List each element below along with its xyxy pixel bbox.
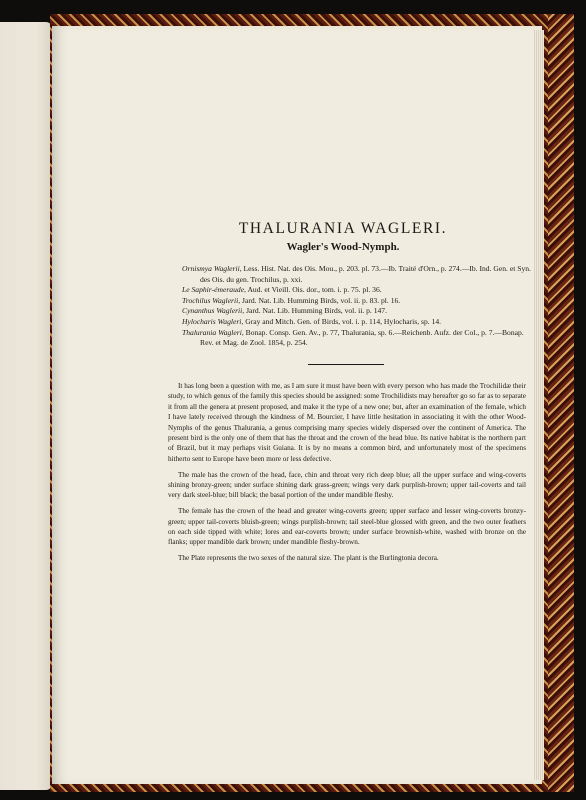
paragraph-female: The female has the crown of the head and greater wing-coverts green; upper surface and lesser wing-coverts bronzy-green; upper tail-coverts bluish-green; wings purplish-brown; tail steel-blue glossed with green, and the two outer feathers on each side tipped with white; lores and ear-coverts brown; under surface brownish-white, washed with bronze on the flanks; upper mandible dark brown; under mandible fleshy-brown. bbox=[168, 507, 526, 547]
species-title: THALURANIA WAGLERI. bbox=[238, 220, 448, 237]
description-text bbox=[168, 381, 526, 569]
common-name: Wagler's Wood-Nymph. bbox=[286, 241, 400, 253]
synonym-entry: Le Saphir-émeraude, Aud. et Vieill. Ois. dor., tom. i. p. 75. pl. 36. bbox=[182, 285, 382, 295]
synonym-entry: Ornismya Waglerii, Less. Hist. Nat. des Ois. Mou., p. 203. pl. 73.—Ib. Traité d'Orn., p. 274.—Ib. Ind. Gen. et Syn. des Ois. du gen. Trochilus, p. xxi. bbox=[182, 264, 531, 284]
synonym-entry: Cynanthus Waglerii, Jard. Nat. Lib. Humming Birds, vol. ii. p. 147. bbox=[182, 306, 387, 316]
paragraph-plate: The Plate represents the two sexes of the natural size. The plant is the Burlingtonia decora. bbox=[178, 554, 439, 563]
section-divider bbox=[308, 364, 384, 365]
paragraph-male: The male has the crown of the head, face, chin and throat very rich deep blue; all the upper surface and wing-coverts shining bronzy-green; under surface shining dark grass-green; wings very dark purplish-brown; upper tail-coverts and tail very dark steel-blue; bill black; the basal portion of the under mandible fleshy. bbox=[168, 470, 526, 500]
facing-page bbox=[0, 22, 52, 790]
synonym-entry: Trochilus Waglerii, Jard. Nat. Lib. Humming Birds, vol. ii. p. 83. pl. 16. bbox=[182, 295, 401, 305]
book-page bbox=[52, 26, 542, 784]
binding-edge bbox=[548, 14, 574, 792]
page-edges bbox=[534, 30, 544, 780]
synonym-entry: Hylocharis Wagleri, Gray and Mitch. Gen. of Birds, vol. i. p. 114, Hylocharis, sp. 14. bbox=[182, 316, 442, 326]
paragraph-history: It has long been a question with me, as I am sure it must have been with every person who has made the Trochilidæ their study, to which genus of the family this species should be assigned: some Trochilidists may hereafter go so far as to separate it from all the genera at present proposed, and make it the type of a new one; but, after an examination of the female, which I have lately received through the kindness of M. Bourcier, I have little hesitation in associating it with the other Wood-Nymphs of the genus Thalurania, a genus comprising many species widely dispersed over the continent of America. The present bird is the only one of them that has the throat and the crown of the head blue. Its native habitat is the northern part of Brazil, but it may perhaps visit Guiana. It is by no means a common bird, and unfortunately most of the specimens hitherto sent to Europe have been more or less defective. bbox=[168, 382, 526, 463]
synonym-entry: Thalurania Wagleri, Bonap. Consp. Gen. Av., p. 77, Thalurania, sp. 6.—Reichenb. Aufz. der Col., p. 7.—Bonap. Rev. et Mag. de Zool. 1854, p. 254. bbox=[182, 327, 524, 348]
synonym-list bbox=[182, 264, 532, 349]
